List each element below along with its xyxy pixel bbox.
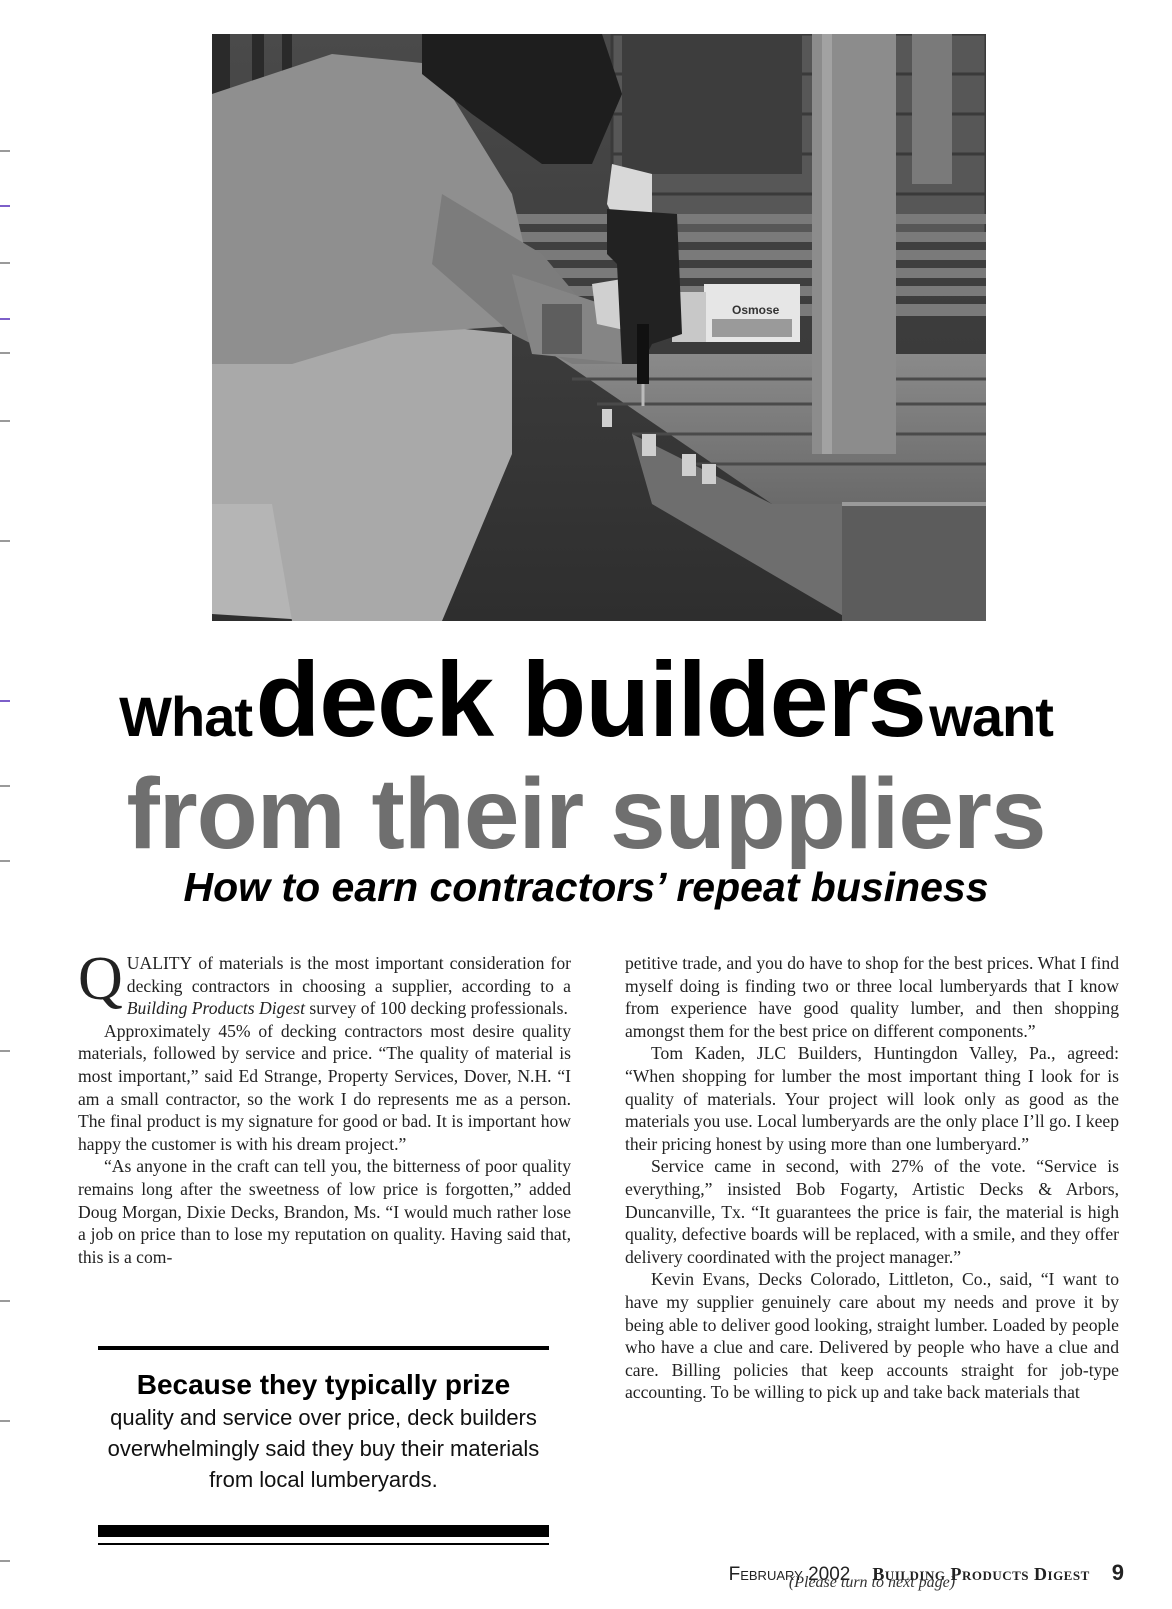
- pull-quote-thin-rule: [98, 1543, 549, 1545]
- carton-label: Osmose: [732, 303, 780, 317]
- drop-cap: Q: [78, 945, 123, 1013]
- headline-line-1: [0, 640, 1172, 761]
- headline-word-want: want: [929, 685, 1053, 748]
- article-paragraph: “As anyone in the craft can tell you, the bitterness of poor quality remains long after the sweetness of low price is forgotten,” added Doug Morgan, Dixie Decks, Brandon, Ms. “I would much rather lose a job on price than to lose my reputation on quality. Having said that, this is a com-: [78, 1156, 571, 1267]
- lead-word: UALITY: [126, 953, 193, 973]
- pull-quote-bottom-rule: [98, 1525, 549, 1537]
- pull-quote-top-rule: [98, 1346, 549, 1350]
- hero-photo: [212, 34, 986, 621]
- continued-note: (Please turn to next page): [788, 1574, 956, 1591]
- article-column-right: [625, 952, 1119, 1404]
- article-paragraph: petitive trade, and you do have to shop for the best prices. What I find myself doing is finding two or three local lumberyards that I know from experience have good quality lumber, and then shopping amongst them for the best price on different components.”: [625, 953, 1119, 1041]
- subheadline: How to earn contractors’ repeat business: [183, 864, 989, 910]
- headline-word-what: What: [119, 685, 253, 748]
- fastener-carton: [672, 284, 800, 342]
- issue-date: February 2002: [728, 1564, 851, 1585]
- page-footer: [729, 1560, 1124, 1586]
- article-paragraph: Approximately 45% of decking contractors most desire quality materials, followed by service and price. “The quality of material is most important,” said Ed Strange, Property Services, Dover, N.H. “I am a small contractor, so the work I do represents me as a person. The final product is my signature for good or bad. It is important how happy the customer is with his dream project.”: [78, 1020, 571, 1154]
- article-paragraph: QUALITY of materials is the most important consideration for decking contractors in choosing a supplier, according to a Building Products Digest survey of 100 decking professionals.: [78, 945, 571, 1019]
- article-paragraph: Service came in second, with 27% of the vote. “Service is everything,” insisted Bob Fogarty, Artistic Decks & Arbors, Duncanville, Tx. “It guarantees the price is fair, the material is high quality, defective boards will be replaced, with a smile, and they offer delivery coordinated with the project manager.”: [625, 1156, 1119, 1267]
- headline-deck-builders: deck builders: [255, 641, 926, 759]
- deck-builder-illustration: [212, 34, 986, 621]
- pull-quote-lead: Because they typically prize: [136, 1369, 511, 1400]
- article-column-left: [78, 945, 571, 1268]
- pull-quote-body: quality and service over price, deck builders overwhelmingly said they buy their materials from local lumberyards.: [107, 1405, 540, 1492]
- article-paragraph: Tom Kaden, JLC Builders, Huntingdon Valley, Pa., agreed: “When shopping for lumber the most important thing I look for is quality of materials. Your project will look only as good as the materials you use. Local lumberyards are the only place I’ll go. I keep their pricing honest by using more than one lumberyard.”: [625, 1043, 1119, 1154]
- page-number: 9: [1111, 1560, 1124, 1585]
- article-paragraph: Kevin Evans, Decks Colorado, Littleton, Co., said, “I want to have my supplier genuinely care about my needs and prove it by being able to deliver good looking, straight lumber. Loaded by people who have a clue and care. Delivered by people who have a clue and care. Billing policies that keep accounts straight for job-type accounting. To be willing to pick up and take back materials that: [625, 1269, 1119, 1403]
- pull-quote: [98, 1346, 549, 1545]
- headline-line-2: from their suppliers: [126, 758, 1046, 870]
- magazine-name: Building Products Digest: [872, 1564, 1090, 1584]
- publication-name: Building Products Digest: [126, 998, 305, 1019]
